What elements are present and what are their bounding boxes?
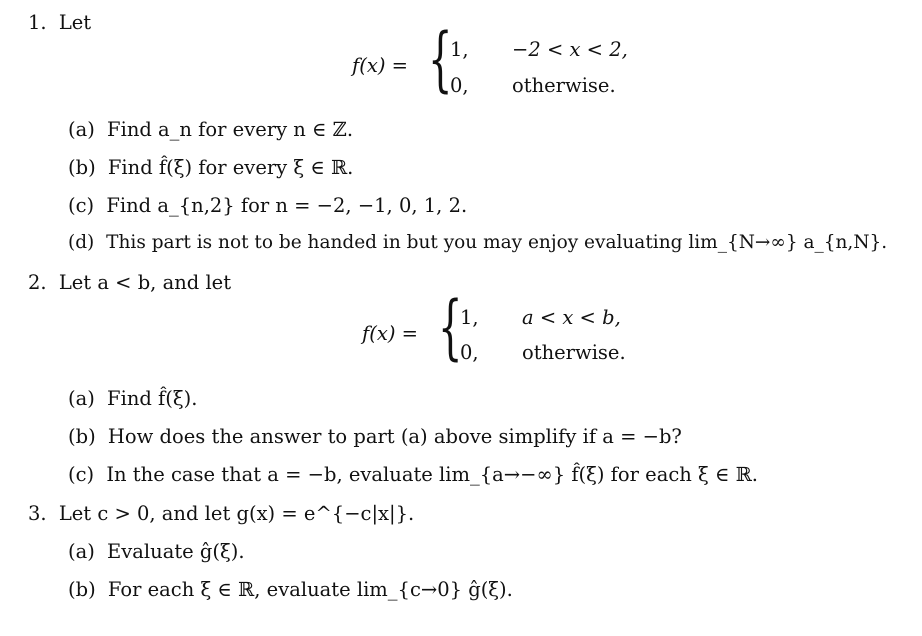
part-text: Find a_n for every n ∈ ℤ. [107,118,354,141]
problem-2-case-1-condition: a < x < b, [522,306,621,329]
problem-2-case-1-value: 1, [460,306,479,329]
problem-1-case-2-condition: otherwise. [512,74,616,97]
problem-3-heading [28,504,414,524]
part-label: (c) [68,194,95,217]
problem-2-part-a [68,389,197,409]
problem-2-case-2-condition: otherwise. [522,341,626,364]
problem-2-part-c [68,465,758,485]
part-label: (a) [68,118,95,141]
part-label: (b) [68,156,96,179]
part-text: Evaluate ĝ(ξ). [107,540,245,563]
part-text: Find a_{n,2} for n = −2, −1, 0, 1, 2. [106,194,468,217]
part-label: (d) [68,232,95,253]
problem-1-part-b [68,158,353,178]
problem-1-number: 1. [28,11,47,34]
problem-1-intro: Let [58,11,92,34]
problem-1-case-2-value: 0, [450,74,469,97]
part-text: Find f̂(ξ). [107,387,198,410]
problem-2-intro: Let a < b, and let [58,271,232,294]
problem-1-case-1-value: 1, [450,38,469,61]
problem-1-part-c [68,196,467,216]
problem-2-f-lhs: f(x) = [362,322,418,345]
part-label: (a) [68,540,95,563]
part-label: (a) [68,387,95,410]
problem-1-piecewise-definition [340,18,660,110]
part-label: (b) [68,578,96,601]
part-text: In the case that a = −b, evaluate lim_{a→−∞} f̂(ξ) for each ξ ∈ ℝ. [106,463,758,486]
problem-3-part-b [68,580,513,600]
problem-3-intro: Let c > 0, and let g(x) = e^{−c|x|}. [58,502,415,525]
part-text: How does the answer to part (a) above simplify if a = −b? [107,425,682,448]
problem-2-brace: { [438,286,463,368]
problem-2-heading [28,273,231,293]
problem-1-case-1-condition: −2 < x < 2, [512,38,628,61]
part-text: This part is not to be handed in but you may enjoy evaluating lim_{N→∞} a_{n,N}. [106,232,888,253]
problem-1-brace: { [428,18,453,100]
part-text: Find f̂(ξ) for every ξ ∈ ℝ. [107,156,354,179]
problem-3-part-a [68,542,245,562]
part-label: (c) [68,463,95,486]
problem-2-case-2-value: 0, [460,341,479,364]
part-text: For each ξ ∈ ℝ, evaluate lim_{c→0} ĝ(ξ). [107,578,513,601]
problem-1-part-a [68,120,353,140]
problem-2-piecewise-definition [350,286,670,374]
part-label: (b) [68,425,96,448]
problem-3-number: 3. [28,502,47,525]
problem-2-part-b [68,427,682,447]
problem-2-number: 2. [28,271,47,294]
problem-1-f-lhs: f(x) = [352,54,408,77]
problem-1-part-d [68,234,887,253]
problem-1-heading [28,13,91,33]
